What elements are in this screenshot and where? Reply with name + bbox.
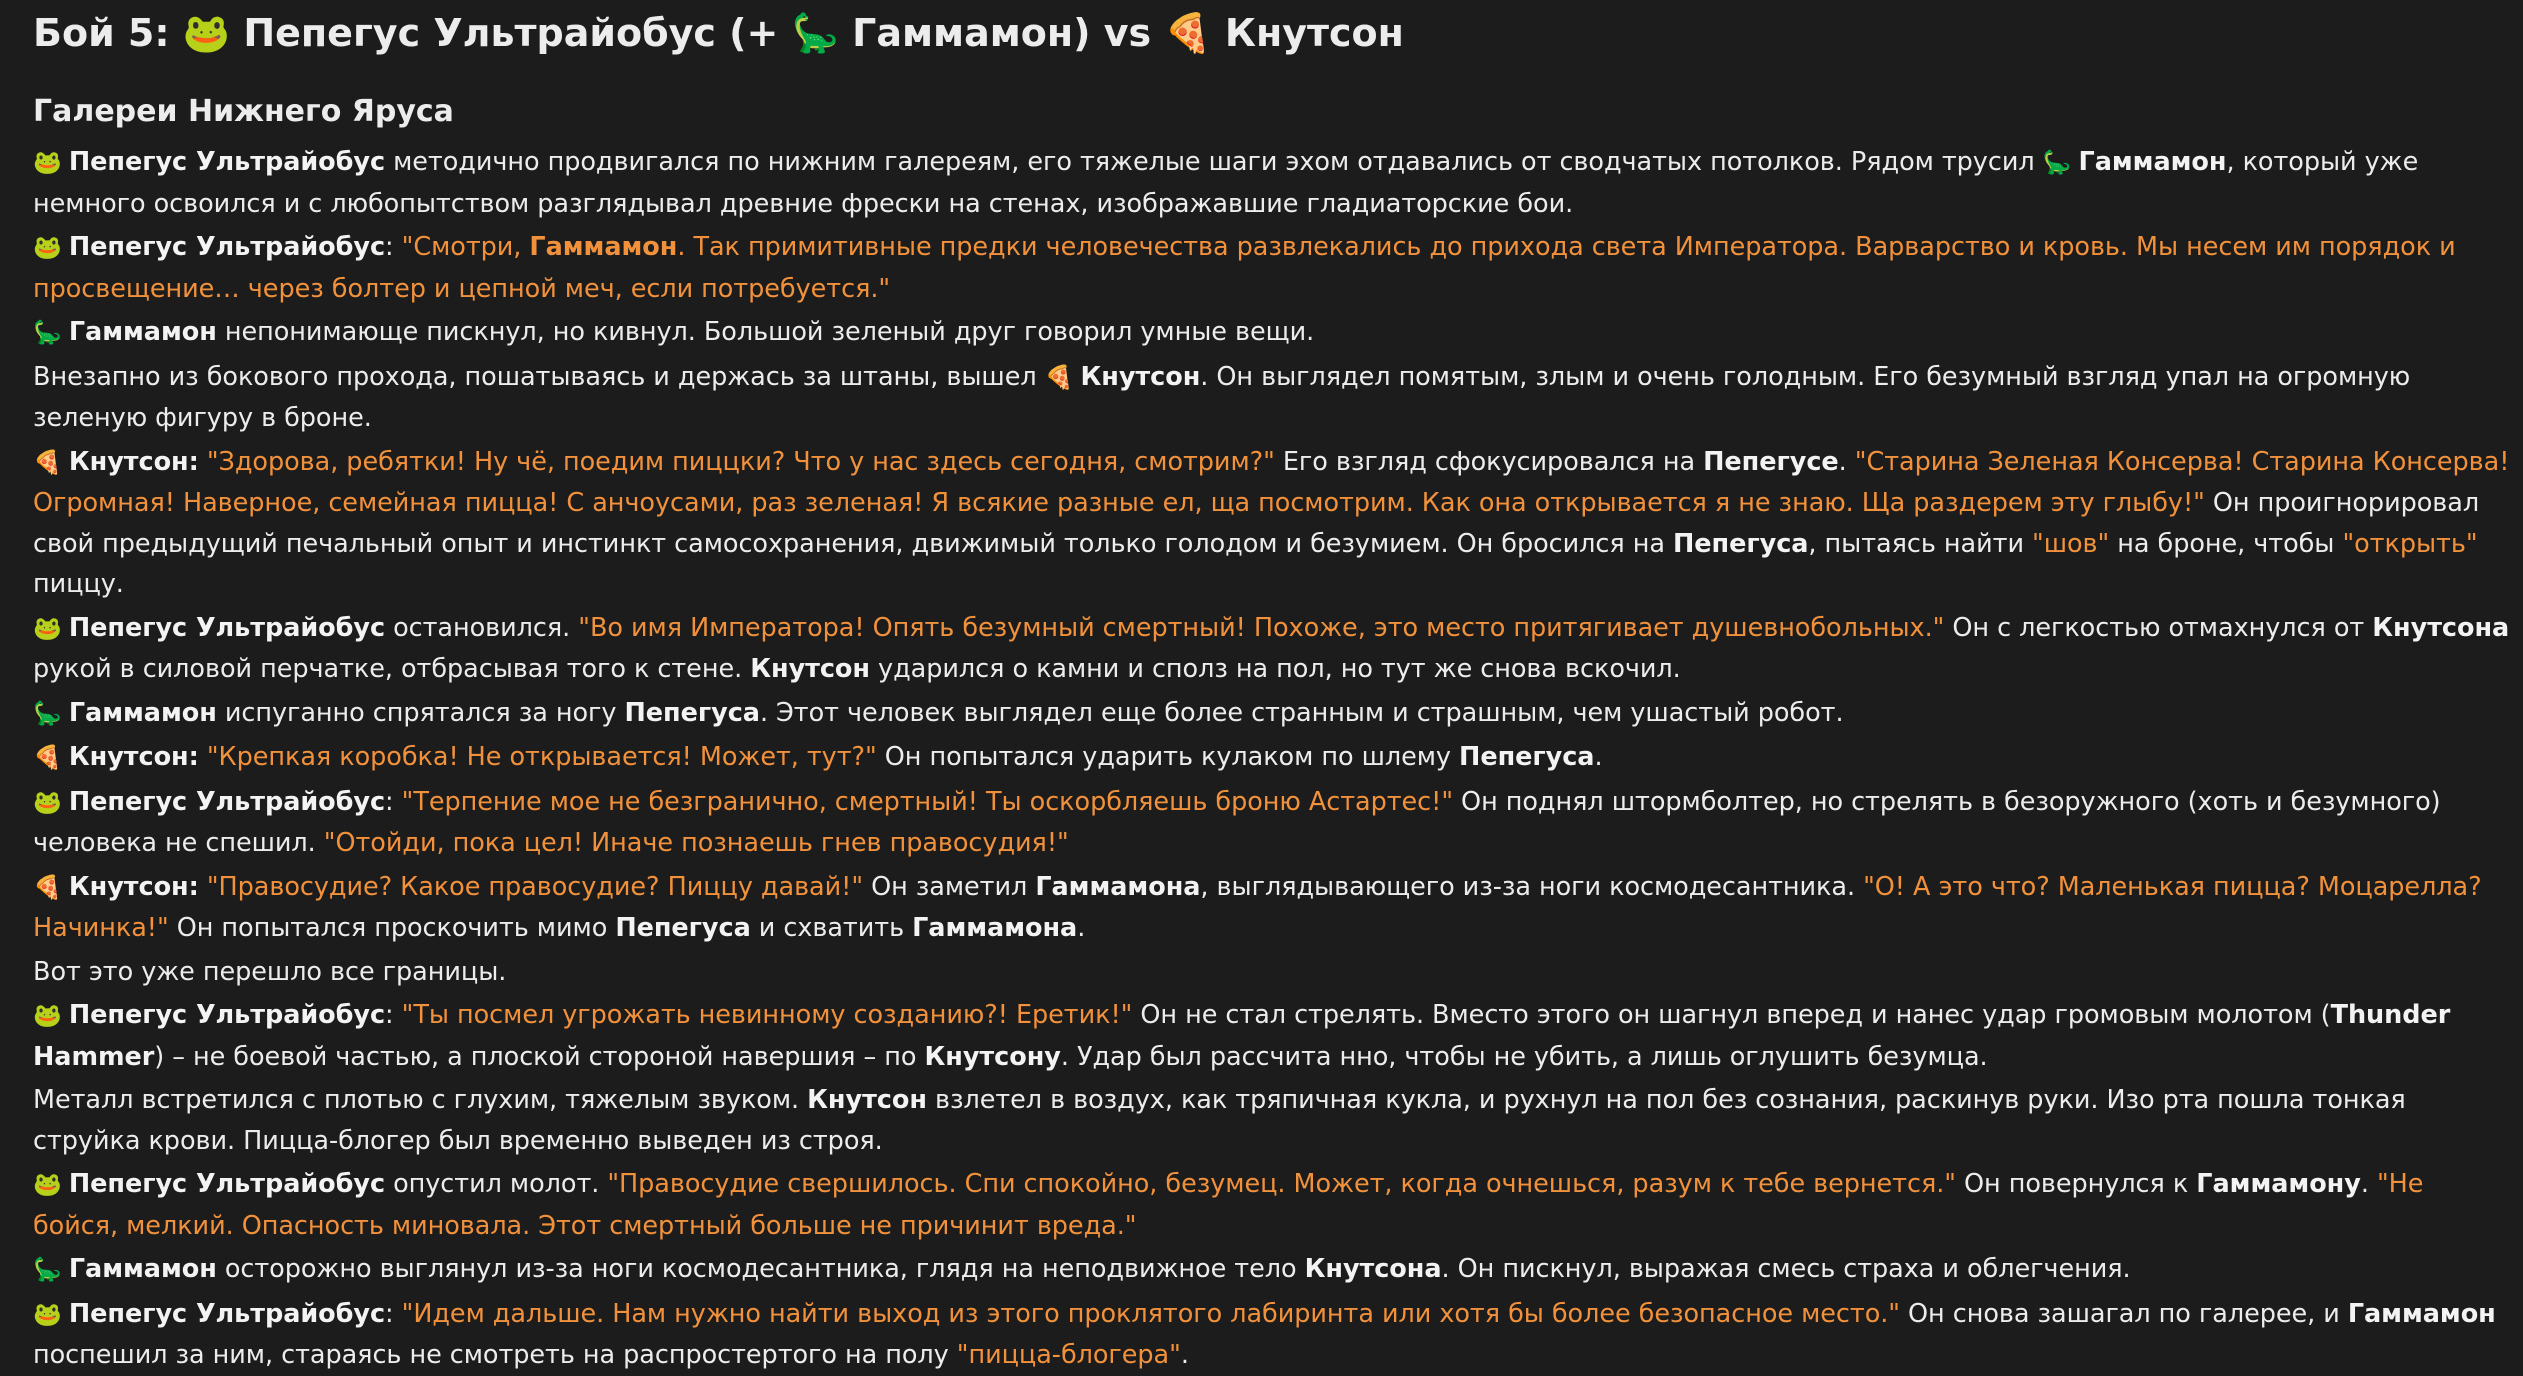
dialogue-quote: "пицца-блогера" [956, 1340, 1181, 1370]
character-name: Пепегуса [624, 697, 760, 728]
narration-text: , выглядывающего из-за ноги космодесантника. [1200, 871, 1864, 902]
paragraph [33, 1249, 2513, 1291]
paragraph [33, 693, 2513, 735]
narration-text: Его взгляд сфокусировался на [1274, 446, 1704, 477]
narration-text: опустил молот. [385, 1169, 608, 1199]
character-name: Пепегус Ультрайобус [68, 612, 386, 643]
narration-text: , пытаясь найти [1808, 528, 2033, 559]
character-emoji-icon: 🐸 [33, 1301, 69, 1328]
character-emoji-icon: 🐸 [33, 150, 69, 176]
character-name: Гаммамона [912, 913, 1078, 943]
paragraph [33, 1294, 2513, 1376]
dialogue-quote: . Так примитивные предки человечества развлекались до прихода света Императора. Варварство и кровь. Мы несем им порядок и просвещение… через болтер и цепной меч, если потребуется." [33, 232, 2456, 304]
paragraph [33, 227, 2513, 309]
narration-text: взлетел в воздух, как тряпичная кукла, и рухнул на пол без сознания, раскинув руки. Изо рта пошла тонкая струйка крови. Пицца-блогер был временно выведен из строя. [33, 1085, 2406, 1156]
narration-text: . [1594, 742, 1603, 772]
section-heading: Галереи Нижнего Яруса [33, 94, 454, 129]
paragraph [33, 442, 2513, 605]
character-name: Гаммамона [1035, 871, 1201, 902]
character-name: Кнутсон [1080, 361, 1201, 392]
character-name: Пепегус Ультрайобус [68, 1000, 386, 1030]
narration-text: : [385, 232, 402, 262]
character-emoji-icon: 🐸 [33, 615, 69, 642]
paragraph [33, 867, 2513, 949]
character-name: Кнутсон: [68, 871, 199, 902]
character-name: Thunder Hammer [33, 1000, 2451, 1072]
narration-text: Он поднял штормболтер, но стрелять в безоружного (хоть и безумного) человека не спешил. [33, 786, 2441, 858]
narration-text: Он с легкостью отмахнулся от [1944, 612, 2373, 643]
narration-text: . Удар был рассчита нно, чтобы не убить, а лишь оглушить безумца. [1060, 1041, 1988, 1072]
narration-text: : [385, 1000, 402, 1030]
paragraph [33, 1080, 2513, 1161]
dialogue-quote: "открыть" [2342, 528, 2478, 559]
character-emoji-icon: 🍕 [33, 874, 69, 901]
character-name: Пепегус Ультрайобус [68, 147, 386, 177]
dialogue-quote: "Во имя Императора! Опять безумный смертный! Похоже, это место притягивает душевнобольных." [578, 612, 1945, 643]
narration-text: , который уже немного освоился и с любопытством разглядывал древние фрески на стенах, изображавшие гладиаторские бои. [33, 147, 2419, 219]
paragraph [33, 737, 2513, 779]
narration-text [199, 742, 207, 772]
narration-text: . [1077, 913, 1086, 943]
dialogue-quote: "Правосудие свершилось. Спи спокойно, безумец. Может, когда очнешься, разум к тебе вернется." [607, 1169, 1956, 1199]
narration-text [199, 872, 207, 902]
character-name: Пепегус Ультрайобус [68, 1169, 386, 1199]
character-name: Пепегусе [1703, 446, 1839, 477]
character-emoji-icon: 🍕 [1044, 364, 1081, 391]
dialogue-quote: "Идем дальше. Нам нужно найти выход из этого проклятого лабиринта или хотя бы более безопасное место." [401, 1298, 1900, 1329]
narration-text: Он не стал стрелять. Вместо этого он шагнул вперед и нанес удар громовым молотом ( [1132, 1000, 2331, 1030]
character-name: Пепегус Ультрайобус [68, 786, 386, 817]
narration-text: . Он выглядел помятым, злым и очень голодным. Его безумный взгляд упал на огромную зеленую фигуру в броне. [33, 361, 2411, 433]
narration-text: ) – не боевой частью, а плоской стороной навершия – по [154, 1041, 925, 1072]
character-name: Пепегуса [615, 913, 751, 943]
narration-text: на броне, чтобы [2109, 528, 2343, 559]
character-emoji-icon: 🦕 [33, 700, 69, 727]
character-emoji-icon: 🦕 [2042, 150, 2079, 176]
narration-text: . [1838, 446, 1855, 477]
dialogue-quote: "Терпение мое не безгранично, смертный! Ты оскорбляешь броню Астартес!" [401, 786, 1453, 817]
narration-text: . Он пискнул, выражая смесь страха и облегчения. [1441, 1254, 2131, 1284]
paragraph [33, 782, 2513, 864]
dialogue-quote: "Крепкая коробка! Не открывается! Может, тут?" [206, 742, 877, 772]
narration-text: . [2360, 1169, 2377, 1199]
character-emoji-icon: 🦕 [33, 1257, 69, 1283]
dialogue-quote: "шов" [2032, 528, 2110, 559]
dialogue-quote: "Смотри, [401, 232, 530, 262]
narration-text: . Этот человек выглядел еще более странным и страшным, чем ушастый робот. [759, 697, 1844, 728]
character-name: Кнутсона [2372, 612, 2510, 643]
dialogue-quote: "Отойди, пока цел! Иначе познаешь гнев правосудия!" [323, 828, 1069, 858]
narration-text: остановился. [385, 612, 579, 643]
narration-text: испуганно спрятался за ногу [216, 697, 625, 728]
dialogue-quote: "О! А это что? Маленькая пицца? Моцарелла? Начинка!" [33, 871, 2482, 943]
character-name: Кнутсон: [68, 742, 199, 772]
paragraph [33, 357, 2513, 439]
paragraph [33, 952, 2513, 993]
dialogue-quote: "Ты посмел угрожать невинному созданию?! Еретик!" [401, 1000, 1133, 1030]
narration-text: и схватить [750, 913, 913, 943]
narration-text: Внезапно из бокового прохода, пошатываясь и держась за штаны, вышел [33, 361, 1045, 392]
narration-text: Он попытался ударить кулаком по шлему [876, 742, 1460, 772]
narration-text: рукой в силовой перчатке, отбрасывая того к стене. [33, 654, 751, 684]
character-name: Гаммамон [68, 697, 217, 728]
character-name: Кнутсон [750, 654, 870, 684]
character-emoji-icon: 🐸 [33, 1172, 69, 1198]
narration-text: ударился о камни и сполз на пол, но тут же снова вскочил. [869, 654, 1681, 684]
character-name: Кнутсона [1304, 1254, 1442, 1284]
character-name: Пепегус Ультрайобус [68, 1298, 386, 1329]
dialogue-quote: "Старина Зеленая Консерва! Старина Консерва! Огромная! Наверное, семейная пицца! С анчоусами, раз зеленая! Я всякие разные ел, ща посмотрим. Как она открывается я не знаю. Ща раздерем эту глыбу!" [33, 446, 2510, 518]
character-name: Гаммамон [68, 1254, 217, 1284]
narration-text: Он проигнорировал свой предыдущий печальный опыт и инстинкт самосохранения, движимый только голодом и безумием. Он бросился на [33, 488, 2480, 559]
character-name: Пепегус Ультрайобус [68, 232, 386, 262]
character-emoji-icon: 🐸 [33, 235, 69, 261]
narration-text: Он снова зашагал по галерее, и [1899, 1298, 2348, 1329]
paragraph [33, 142, 2513, 224]
character-name: Пепегуса [1673, 528, 1809, 559]
character-emoji-icon: 🐸 [33, 1003, 69, 1029]
dialogue-quote: "Не бойся, мелкий. Опасность миновала. Этот смертный больше не причинит вреда." [33, 1169, 2424, 1241]
narration-text: . [1180, 1340, 1189, 1370]
dialogue-quote-name: Гаммамон [529, 232, 678, 262]
character-name: Кнутсон [807, 1085, 927, 1115]
character-emoji-icon: 🍕 [33, 745, 69, 771]
narration-text: поспешил за ним, стараясь не смотреть на распростертого на полу [33, 1340, 957, 1370]
character-name: Кнутсону [924, 1041, 1061, 1072]
character-name: Гаммамон [68, 317, 217, 347]
paragraph [33, 608, 2513, 690]
paragraph [33, 312, 2513, 354]
narration-text: Он заметил [863, 871, 1036, 902]
dialogue-quote: "Здорова, ребятки! Ну чё, поедим пиццки? Что у нас здесь сегодня, смотрим?" [206, 446, 1275, 477]
character-emoji-icon: 🦕 [33, 320, 69, 346]
character-emoji-icon: 🍕 [33, 449, 69, 476]
character-name: Кнутсон: [68, 446, 199, 477]
narration-text: непонимающе пискнул, но кивнул. Большой зеленый друг говорил умные вещи. [216, 317, 1315, 347]
narration-text: методично продвигался по нижним галереям, его тяжелые шаги эхом отдавались от сводчатых потолков. Рядом трусил [385, 147, 2043, 177]
narration-text: Он попытался проскочить мимо [168, 913, 616, 943]
narration-text: осторожно выглянул из-за ноги космодесантника, глядя на неподвижное тело [216, 1254, 1305, 1284]
narration-text: Вот это уже перешло все границы. [33, 956, 507, 987]
paragraph [33, 995, 2513, 1077]
dialogue-quote: "Правосудие? Какое правосудие? Пиццу давай!" [206, 871, 864, 902]
character-name: Гаммамон [2078, 147, 2227, 177]
character-name: Пепегуса [1459, 742, 1595, 772]
narration-text: : [385, 786, 402, 817]
narration-text: Он повернулся к [1955, 1169, 2197, 1199]
narration-text [199, 447, 207, 477]
character-name: Гаммамон [2347, 1298, 2496, 1329]
paragraph [33, 1164, 2513, 1246]
page-title: Бой 5: 🐸 Пепегус Ультрайобус (+ 🦕 Гаммамон) vs 🍕 Кнутсон [33, 11, 1404, 55]
story-body [33, 142, 2513, 1376]
character-name: Гаммамону [2196, 1169, 2361, 1199]
character-emoji-icon: 🐸 [33, 789, 69, 816]
narration-text: : [385, 1298, 402, 1329]
narration-text: Металл встретился с плотью с глухим, тяжелым звуком. [33, 1085, 808, 1115]
narration-text: пиццу. [33, 569, 124, 599]
